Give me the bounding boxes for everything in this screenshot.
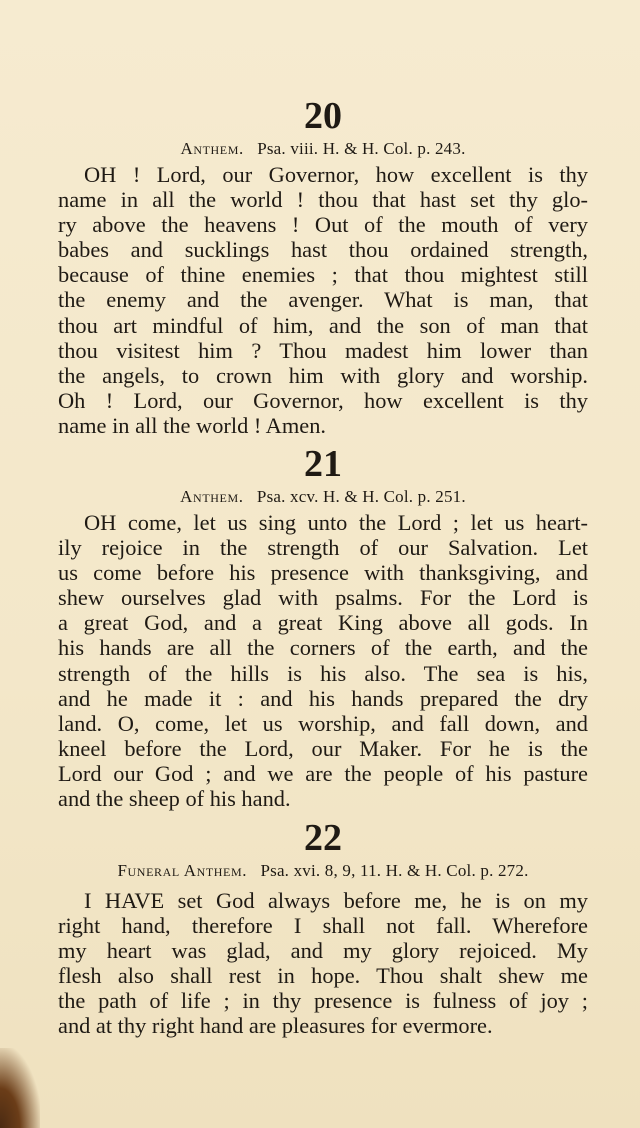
hymn-number: 20	[304, 95, 342, 137]
text-line: and at thy right hand are pleasures for evermore.	[58, 1013, 493, 1039]
text-line: name in all the world ! thou that hast set thy glo-	[58, 187, 588, 213]
hymn-label: Anthem.	[180, 487, 244, 506]
hymn-heading	[58, 138, 588, 160]
hymn-reference: Psa. viii. H. & H. Col. p. 243.	[257, 139, 466, 158]
hymn-reference: Psa. xvi. 8, 9, 11. H. & H. Col. p. 272.	[260, 861, 529, 880]
text-line: a great God, and a great King above all gods. In	[58, 610, 588, 636]
text-line: my heart was glad, and my glory rejoiced. My	[58, 938, 588, 964]
text-line: thou visitest him ? Thou madest him lower than	[58, 337, 588, 363]
hymn-reference: Psa. xcv. H. & H. Col. p. 251.	[256, 487, 466, 506]
text-line: and he made it : and his hands prepared the dry	[58, 685, 588, 711]
text-line: because of thine enemies ; that thou mightest still	[58, 262, 588, 288]
text-line: his hands are all the corners of the earth, and the	[58, 635, 588, 661]
text-line: I HAVE set God always before me, he is on my	[84, 888, 588, 913]
hymn-number: 21	[304, 443, 342, 485]
text-line: strength of the hills is his also. The sea is his,	[58, 660, 588, 686]
text-line: Oh ! Lord, our Governor, how excellent is thy	[58, 387, 588, 413]
hymn-text	[58, 888, 588, 1039]
text-line: name in all the world ! Amen.	[58, 412, 326, 438]
text-line: flesh also shall rest in hope. Thou shalt shew me	[58, 963, 588, 989]
text-line: right hand, therefore I shall not fall. Wherefore	[58, 913, 588, 939]
hymn-label: Anthem.	[180, 139, 244, 158]
hymn-heading	[58, 860, 588, 882]
hymn-20	[58, 96, 588, 438]
text-line: the enemy and the avenger. What is man, that	[58, 287, 588, 313]
text-line: thou art mindful of him, and the son of man that	[58, 312, 588, 338]
text-line: ily rejoice in the strength of our Salvation. Let	[58, 535, 588, 561]
hymn-label: Funeral Anthem.	[117, 861, 248, 880]
hymn-heading	[58, 486, 588, 508]
text-line: babes and sucklings hast thou ordained strength,	[58, 237, 588, 263]
text-line: OH ! Lord, our Governor, how excellent is thy	[84, 162, 588, 187]
hymn-number: 22	[304, 817, 342, 859]
corner-stain	[0, 1048, 40, 1128]
text-line: Lord our God ; and we are the people of his pasture	[58, 760, 588, 786]
hymn-text	[58, 510, 588, 811]
text-line: kneel before the Lord, our Maker. For he is the	[58, 735, 588, 761]
text-line: and the sheep of his hand.	[58, 786, 291, 812]
text-line: ry above the heavens ! Out of the mouth of very	[58, 212, 588, 238]
hymn-21	[58, 444, 588, 811]
text-line: the angels, to crown him with glory and worship.	[58, 362, 588, 388]
hymn-22	[58, 818, 588, 1039]
text-line: OH come, let us sing unto the Lord ; let us heart-	[84, 510, 588, 535]
hymn-text	[58, 162, 588, 438]
text-line: land. O, come, let us worship, and fall down, and	[58, 710, 588, 736]
text-line: the path of life ; in thy presence is fulness of joy ;	[58, 988, 588, 1014]
text-line: shew ourselves glad with psalms. For the Lord is	[58, 585, 588, 611]
text-line: us come before his presence with thanksgiving, and	[58, 560, 588, 586]
